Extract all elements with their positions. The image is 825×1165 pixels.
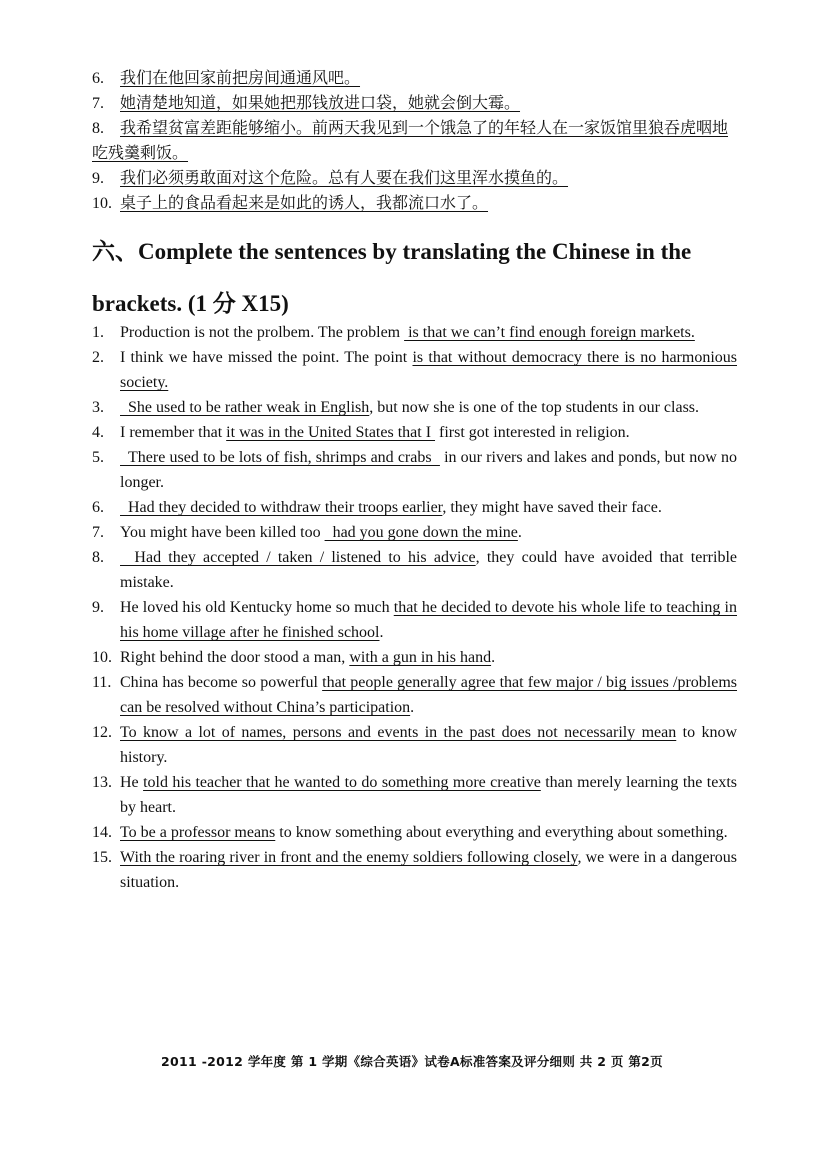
item-number: 15. — [92, 849, 112, 866]
list-item — [92, 116, 742, 166]
item-answer: To be a professor means — [120, 824, 276, 841]
item-number: 10. — [92, 649, 112, 666]
list-item — [92, 595, 737, 645]
item-answer: There used to be lots of fish, shrimps and crabs — [120, 449, 440, 466]
item-answer: Had they decided to withdraw their troops earlier — [120, 499, 443, 516]
list-item — [92, 345, 737, 395]
section-heading: 六、Complete the sentences by translating the Chinese in the brackets. (1 分 X15) — [92, 239, 692, 316]
item-number: 7. — [92, 524, 104, 541]
item-number: 8. — [92, 549, 104, 566]
item-continuation: in our rivers and lakes and ponds, but now no longer. — [120, 449, 737, 491]
item-number: 11. — [92, 674, 112, 691]
list-item — [92, 495, 737, 520]
item-number: 1. — [92, 324, 104, 341]
item-text: 我们必须勇敢面对这个危险。总有人要在我们这里浑水摸鱼的。 — [120, 170, 569, 187]
list-item — [92, 770, 737, 820]
page-footer: 2011 -2012 学年度 第 1 学期《综合英语》试卷A标准答案及评分细则 共 2 页 第2页 — [161, 1054, 663, 1069]
item-answer: had you gone down the mine — [324, 524, 518, 541]
item-prompt: You might have been killed too — [120, 524, 325, 541]
list-item — [92, 420, 737, 445]
item-continuation: first got interested in religion. — [435, 424, 630, 441]
list-item — [92, 445, 737, 495]
item-number: 9. — [92, 599, 104, 616]
item-answer: it was in the United States that I — [226, 424, 436, 441]
item-prompt: Right behind the door stood a man, — [120, 649, 350, 666]
item-number: 5. — [92, 449, 104, 466]
english-completion-list — [92, 320, 737, 895]
chinese-translation-list — [92, 66, 742, 216]
item-answer: Had they accepted / taken / listened to his advice — [120, 549, 476, 566]
list-item — [92, 166, 742, 191]
item-number: 12. — [92, 724, 112, 741]
item-answer: told his teacher that he wanted to do something more creative — [143, 774, 541, 791]
item-text: 她清楚地知道，如果她把那钱放进口袋，她就会倒大霉。 — [120, 95, 521, 112]
item-answer: With the roaring river in front and the enemy soldiers following closely — [120, 849, 578, 866]
item-number: 9. — [92, 170, 104, 187]
item-continuation: , but now she is one of the top students in our class. — [369, 399, 700, 416]
item-prompt: I think we have missed the point. The point — [120, 349, 413, 366]
list-item — [92, 91, 742, 116]
item-prompt: Production is not the prolbem. The problem — [120, 324, 405, 341]
item-continuation: , we were in a dangerous situation. — [120, 849, 738, 891]
item-number: 10. — [92, 195, 112, 212]
list-item — [92, 820, 737, 845]
item-answer: with a gun in his hand — [349, 649, 492, 666]
item-prompt: He loved his old Kentucky home so much — [120, 599, 394, 616]
item-continuation: to know history. — [120, 724, 738, 766]
list-item — [92, 191, 742, 216]
list-item — [92, 395, 737, 420]
item-answer: is that we can’t find enough foreign markets. — [404, 324, 695, 341]
list-item — [92, 545, 737, 595]
item-continuation: to know something about everything and everything about something. — [275, 824, 728, 841]
item-continuation: . — [410, 699, 415, 716]
item-number: 14. — [92, 824, 112, 841]
item-number: 13. — [92, 774, 112, 791]
item-continuation: . — [517, 524, 522, 541]
item-number: 8. — [92, 120, 104, 137]
list-item — [92, 66, 742, 91]
item-continuation: . — [379, 624, 384, 641]
item-number: 3. — [92, 399, 104, 416]
list-item — [92, 845, 737, 895]
item-text: 我们在他回家前把房间通通风吧。 — [120, 70, 361, 87]
list-item — [92, 520, 737, 545]
item-prompt: He — [120, 774, 144, 791]
list-item — [92, 645, 737, 670]
item-number: 4. — [92, 424, 104, 441]
list-item — [92, 670, 737, 720]
item-answer: is that without democracy there is no harmonious society. — [120, 349, 737, 391]
item-continuation: , they might have saved their face. — [442, 499, 662, 516]
item-continuation: , they could have avoided that terrible mistake. — [120, 549, 738, 591]
item-answer: that he decided to devote his whole life to teaching in his home village after he finished school — [120, 599, 737, 641]
item-prompt: China has become so powerful — [120, 674, 323, 691]
item-answer: that people generally agree that few major / big issues /problems can be resolved without China’s participation — [120, 674, 738, 716]
item-text: 我希望贫富差距能够缩小。前两天我见到一个饿急了的年轻人在一家饭馆里狼吞虎咽地吃残羹剩饭。 — [92, 120, 729, 162]
item-text: 桌子上的食品看起来是如此的诱人，我都流口水了。 — [120, 195, 489, 212]
item-number: 6. — [92, 499, 104, 516]
list-item — [92, 320, 737, 345]
item-number: 7. — [92, 95, 104, 112]
item-answer: To know a lot of names, persons and events in the past does not necessarily mean — [120, 724, 677, 741]
item-continuation: . — [491, 649, 496, 666]
item-number: 2. — [92, 349, 104, 366]
list-item — [92, 720, 737, 770]
item-prompt: I remember that — [120, 424, 227, 441]
item-answer: She used to be rather weak in English — [120, 399, 370, 416]
item-continuation: than merely learning the texts by heart. — [120, 774, 738, 816]
item-number: 6. — [92, 70, 104, 87]
